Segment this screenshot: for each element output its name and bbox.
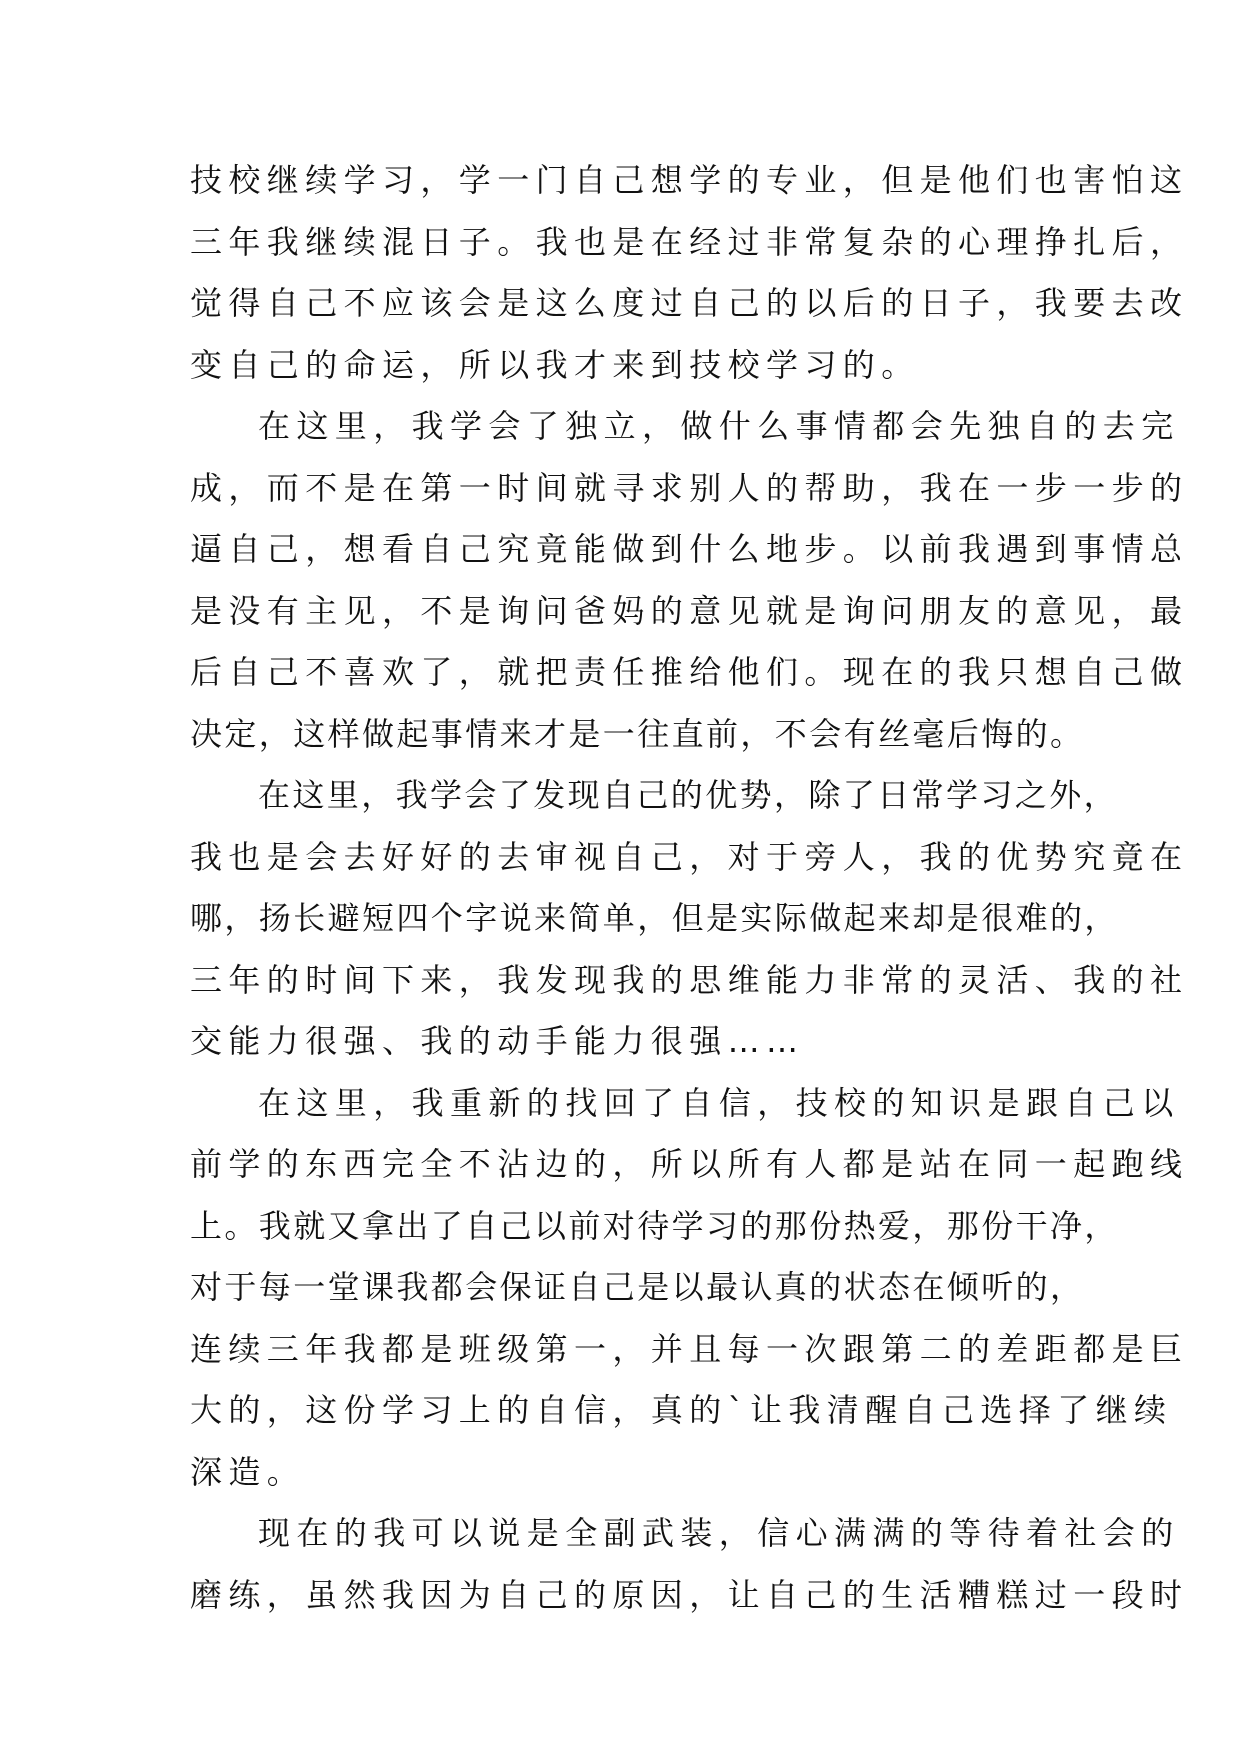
body-text xyxy=(190,150,1189,1626)
text-line: 磨练，虽然我因为自己的原因，让自己的生活糟糕过一段时 xyxy=(190,1575,1189,1614)
text-line: 交能力很强、我的动手能力很强…… xyxy=(190,1022,805,1060)
text-line: 逼自己，想看自己究竟能做到什么地步。以前我遇到事情总 xyxy=(190,530,1189,568)
text-line: 成，而不是在第一时间就寻求别人的帮助，我在一步一步的 xyxy=(190,468,1189,507)
text-line: 哪，扬长避短四个字说来简单，但是实际做起来却是很难的， xyxy=(190,899,1119,937)
text-line: 上。我就又拿出了自己以前对待学习的那份热爱，那份干净， xyxy=(190,1206,1119,1245)
paragraph-start-line: 在这里，我重新的找回了自信，技校的知识是跟自己以 xyxy=(258,1083,1180,1122)
text-line: 是没有主见，不是询问爸妈的意见就是询问朋友的意见，最 xyxy=(190,591,1189,630)
text-line: 深造。 xyxy=(190,1452,306,1491)
text-line: 技校继续学习，学一门自己想学的专业，但是他们也害怕这 xyxy=(190,161,1189,199)
text-line: 三年我继续混日子。我也是在经过非常复杂的心理挣扎后， xyxy=(190,222,1189,261)
text-line: 我也是会去好好的去审视自己，对于旁人，我的优势究竟在 xyxy=(190,837,1189,876)
text-line: 决定，这样做起事情来才是一往直前，不会有丝毫后悔的。 xyxy=(190,714,1085,753)
paragraph-start-line: 现在的我可以说是全副武装，信心满满的等待着社会的 xyxy=(258,1514,1180,1552)
text-line: 对于每一堂课我都会保证自己是以最认真的状态在倾听的， xyxy=(190,1268,1085,1306)
text-line: 大的，这份学习上的自信，真的`让我清醒自己选择了继续 xyxy=(190,1391,1173,1429)
text-line: 连续三年我都是班级第一，并且每一次跟第二的差距都是巨 xyxy=(190,1329,1189,1368)
paragraph-start-line: 在这里，我学会了发现自己的优势，除了日常学习之外， xyxy=(258,776,1119,814)
paragraph-start-line: 在这里，我学会了独立，做什么事情都会先独自的去完 xyxy=(258,407,1180,445)
text-line: 觉得自己不应该会是这么度过自己的以后的日子，我要去改 xyxy=(190,284,1189,322)
text-line: 前学的东西完全不沾边的，所以所有人都是站在同一起跑线 xyxy=(190,1145,1189,1183)
text-line: 后自己不喜欢了，就把责任推给他们。现在的我只想自己做 xyxy=(190,653,1189,691)
text-line: 变自己的命运，所以我才来到技校学习的。 xyxy=(190,345,920,384)
text-line: 三年的时间下来，我发现我的思维能力非常的灵活、我的社 xyxy=(190,960,1189,999)
